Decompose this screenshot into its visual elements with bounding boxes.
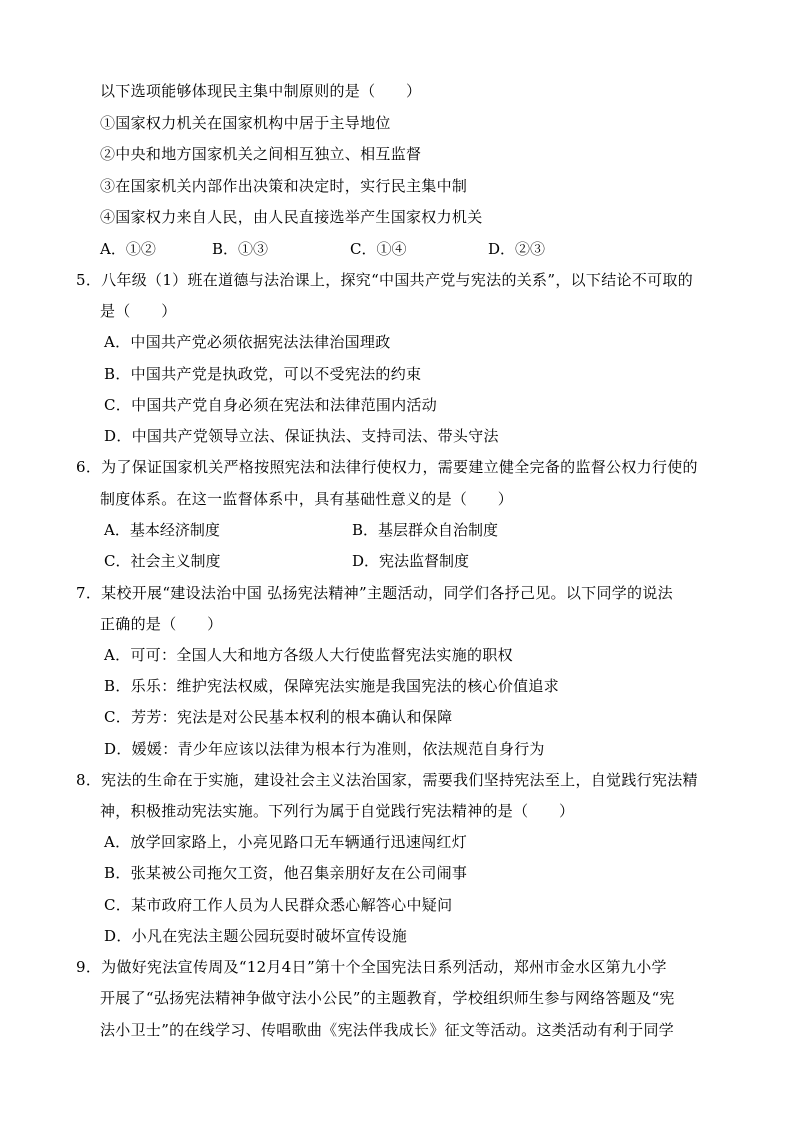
q8-option-c[interactable]: C．某市政府工作人员为人民群众悉心解答心中疑问 — [104, 896, 453, 914]
q6-options-row-1 — [104, 520, 704, 540]
q5-stem-line-1: 5．八年级（1）班在道德与法治课上，探究“中国共产党与宪法的关系”，以下结论不可取的 — [76, 271, 694, 289]
q4-option-a[interactable]: A．①② — [100, 240, 156, 258]
q7-option-a[interactable]: A．可可：全国人大和地方各级人大行使监督宪法实施的职权 — [104, 646, 513, 664]
q4-item-2: ②中央和地方国家机关之间相互独立、相互监督 — [100, 145, 422, 163]
q7-option-c[interactable]: C．芳芳：宪法是对公民基本权利的根本确认和保障 — [104, 708, 453, 726]
q5-option-c[interactable]: C．中国共产党自身必须在宪法和法律范围内活动 — [104, 396, 438, 414]
q8-option-b[interactable]: B．张某被公司拖欠工资，他召集亲朋好友在公司闹事 — [104, 864, 468, 882]
q6-stem-line-1: 6．为了保证国家机关严格按照宪法和法律行使权力，需要建立健全完备的监督公权力行使的 — [76, 458, 698, 476]
q4-options — [100, 239, 700, 259]
q6-option-d[interactable]: D．宪法监督制度 — [352, 552, 470, 570]
q4-item-3: ③在国家机关内部作出决策和决定时，实行民主集中制 — [100, 177, 468, 195]
q5-option-b[interactable]: B．中国共产党是执政党，可以不受宪法的约束 — [104, 365, 422, 383]
q4-option-c[interactable]: C．①④ — [350, 240, 407, 258]
q4-item-4: ④国家权力来自人民，由人民直接选举产生国家权力机关 — [100, 208, 483, 226]
q4-stem: 以下选项能够体现民主集中制原则的是（ ） — [100, 82, 422, 100]
q5-stem-line-2: 是（ ） — [100, 302, 177, 320]
q9-stem-line-3: 法小卫士”的在线学习、传唱歌曲《宪法伴我成长》征文等活动。这类活动有利于同学 — [100, 1021, 675, 1039]
q7-option-b[interactable]: B．乐乐：维护宪法权威，保障宪法实施是我国宪法的核心价值追求 — [104, 677, 560, 695]
q5-option-d[interactable]: D．中国共产党领导立法、保证执法、支持司法、带头守法 — [104, 427, 499, 445]
q7-stem-line-2: 正确的是（ ） — [100, 615, 223, 633]
q6-option-b[interactable]: B．基层群众自治制度 — [352, 521, 499, 539]
q7-option-d[interactable]: D．媛媛：青少年应该以法律为根本行为准则，依法规范自身行为 — [104, 740, 545, 758]
q8-stem-line-2: 神，积极推动宪法实施。下列行为属于自觉践行宪法精神的是（ ） — [100, 802, 575, 820]
q9-stem-line-1: 9．为做好宪法宣传周及“12月4日”第十个全国宪法日系列活动，郑州市金水区第九小学 — [76, 958, 667, 976]
q8-option-a[interactable]: A．放学回家路上，小亮见路口无车辆通行迅速闯红灯 — [104, 833, 468, 851]
q7-stem-line-1: 7．某校开展“建设法治中国 弘扬宪法精神”主题活动，同学们各抒己见。以下同学的说法 — [76, 584, 673, 602]
q6-option-c[interactable]: C．社会主义制度 — [104, 552, 221, 570]
q4-option-d[interactable]: D．②③ — [488, 240, 546, 258]
q6-options-row-2 — [104, 551, 704, 571]
q8-option-d[interactable]: D．小凡在宪法主题公园玩耍时破坏宣传设施 — [104, 927, 408, 945]
q4-item-1: ①国家权力机关在国家机构中居于主导地位 — [100, 114, 391, 132]
q6-option-a[interactable]: A．基本经济制度 — [104, 521, 220, 539]
q9-stem-line-2: 开展了“弘扬宪法精神争做守法小公民”的主题教育，学校组织师生参与网络答题及“宪 — [100, 989, 675, 1007]
q5-option-a[interactable]: A．中国共产党必须依据宪法法律治国理政 — [104, 333, 391, 351]
q4-option-b[interactable]: B．①③ — [212, 240, 269, 258]
q8-stem-line-1: 8．宪法的生命在于实施，建设社会主义法治国家，需要我们坚持宪法至上，自觉践行宪法精 — [76, 771, 698, 789]
q6-stem-line-2: 制度体系。在这一监督体系中，具有基础性意义的是（ ） — [100, 490, 514, 508]
